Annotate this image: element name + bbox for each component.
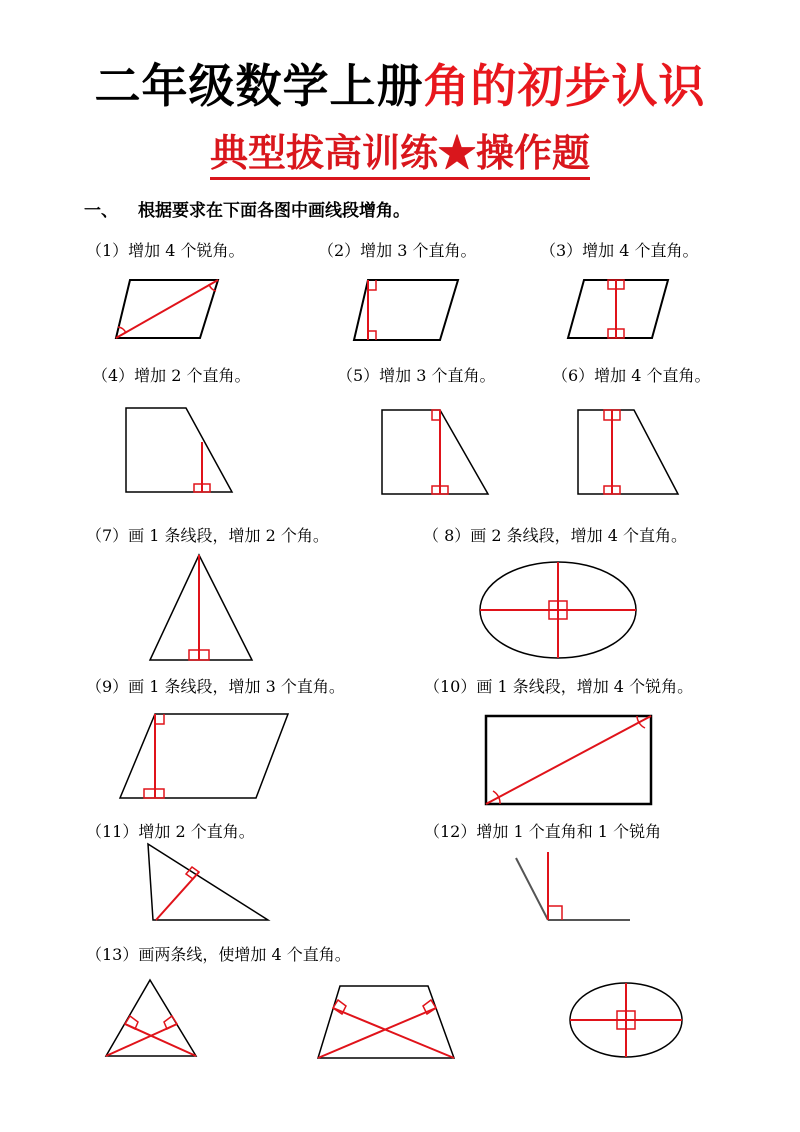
question-4-label: （4）增加 2 个直角。 xyxy=(92,366,251,385)
question-6-label: （6）增加 4 个直角。 xyxy=(552,366,711,385)
question-3-label: （3）增加 4 个直角。 xyxy=(540,241,699,260)
question-7-label: （7）画 1 条线段，增加 2 个角。 xyxy=(86,526,329,545)
question-10-label: （10）画 1 条线段，增加 4 个锐角。 xyxy=(424,677,694,696)
question-9-label: （9）画 1 条线段，增加 3 个直角。 xyxy=(86,677,345,696)
title-part1: 二年级数学上册 xyxy=(94,59,424,113)
question-5-label: （5）增加 3 个直角。 xyxy=(337,366,496,385)
question-1-label: （1）增加 4 个锐角。 xyxy=(86,241,245,260)
question-11-label: （11）增加 2 个直角。 xyxy=(86,822,255,841)
section-number: 一、 xyxy=(84,201,118,221)
question-8-label: （ 8）画 2 条线段，增加 4 个直角。 xyxy=(423,526,687,545)
section-instruction: 根据要求在下面各图中画线段增角。 xyxy=(138,201,410,221)
question-2-label: （2）增加 3 个直角。 xyxy=(318,241,477,260)
question-12-label: （12）增加 1 个直角和 1 个锐角 xyxy=(424,822,662,841)
title-part2: 角的初步认识 xyxy=(423,59,706,113)
subtitle-text: 典型拔高训练★操作题 xyxy=(210,130,590,180)
question-13-label: （13）画两条线，使增加 4 个直角。 xyxy=(86,945,351,964)
